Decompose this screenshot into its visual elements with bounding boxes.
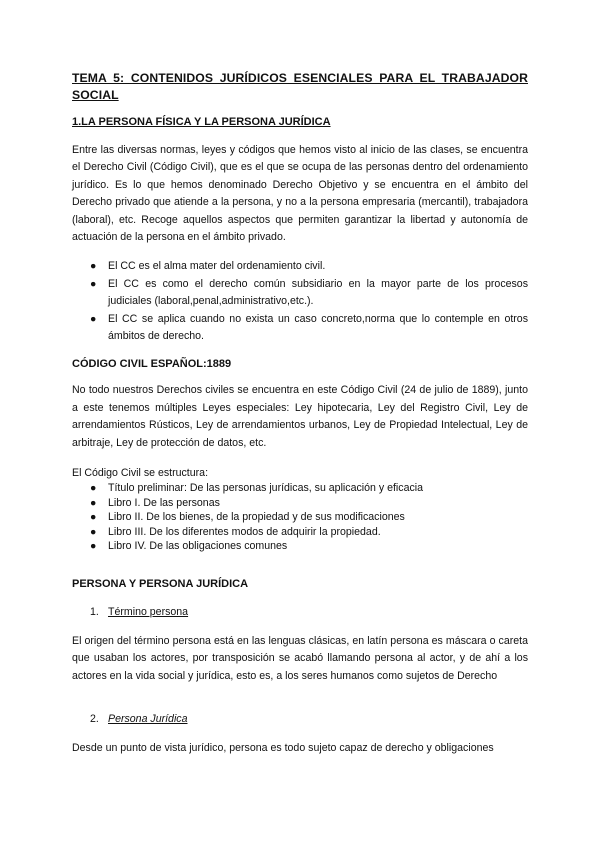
bullet-icon: ● <box>90 312 97 325</box>
list-item: ● El CC se aplica cuando no exista un caso concreto,norma que lo contemple en otros ámbitos de derecho. <box>90 312 528 343</box>
list-item: ● El CC es como el derecho común subsidiario en la mayor parte de los procesos judiciales (laboral,penal,administrativo,etc.). <box>90 277 528 308</box>
persona-juridica-label: Persona Jurídica <box>108 713 188 726</box>
document-title: TEMA 5: CONTENIDOS JURÍDICOS ESENCIALES PARA EL TRABAJADOR SOCIAL <box>72 71 528 102</box>
bullet-icon: ● <box>90 525 97 538</box>
numbered-item-2 <box>72 711 528 728</box>
paragraph-juridica: Desde un punto de vista jurídico, persona es todo sujeto capaz de derecho y obligaciones <box>72 742 494 755</box>
bullet-icon: ● <box>90 482 97 495</box>
estructura-bullet-list <box>72 481 528 554</box>
bullet-icon: ● <box>90 496 97 509</box>
section-heading-persona-fisica: 1.LA PERSONA FÍSICA Y LA PERSONA JURÍDICA <box>72 116 331 128</box>
list-item: ● Libro II. De los bienes, de la propiedad y de sus modificaciones <box>90 511 405 524</box>
list-item: ● El CC es el alma mater del ordenamiento civil. <box>72 258 528 275</box>
list-item: ● Libro I. De las personas <box>90 496 220 509</box>
list-item: ● Título preliminar: De las personas jurídicas, su aplicación y eficacia <box>90 482 424 495</box>
list-item: ● Libro IV. De las obligaciones comunes <box>90 540 288 553</box>
numbered-item-1 <box>72 604 528 621</box>
cc-bullet-list <box>72 258 528 345</box>
bullet-icon: ● <box>90 260 97 273</box>
bullet-icon: ● <box>90 277 97 290</box>
bullet-icon: ● <box>90 540 97 553</box>
list-item: 1. Término persona <box>90 606 189 619</box>
paragraph-estructura-intro: El Código Civil se estructura: <box>72 467 209 480</box>
paragraph-intro: Entre las diversas normas, leyes y códigos que hemos visto al inicio de las clases, se encuentra el Derecho Civil (Código Civil), que es el que se ocupa de las personas dentro del ordenamiento jurídico. Es lo que hemos denominado Derecho Objetivo y se encuentra en el ámbito del Derecho privado que atiende a la persona, y no a la persona empresaria (mercantil), trabajadora (laboral), etc. Recoge aquellos aspectos que permiten garantizar la libertad y autonomía de actuación de la persona en el ámbito privado. <box>72 144 528 244</box>
list-item: 2. Persona Jurídica <box>90 713 188 726</box>
paragraph-termino: El origen del término persona está en las lenguas clásicas, en latín persona es máscara o careta que usaban los actores, por transposición se acabó llamando persona al actor, y de ahí a los actores en la vida social y jurídica, esto es, a los seres humanos como sujetos de Derecho <box>72 635 528 682</box>
bullet-icon: ● <box>90 511 97 524</box>
document-page <box>72 70 528 758</box>
section-heading-codigo-civil: CÓDIGO CIVIL ESPAÑOL:1889 <box>72 358 232 371</box>
section-heading-persona-juridica: PERSONA Y PERSONA JURÍDICA <box>72 578 249 591</box>
paragraph-codigo: No todo nuestros Derechos civiles se encuentra en este Código Civil (24 de julio de 1889), junto a este tenemos múltiples Leyes especiales: Ley hipotecaria, Ley del Registro Civil, Ley de arrendamientos Rústicos, Ley de arrendamientos urbanos, Ley de Propiedad Intelectual, Ley de arbitraje, Ley de protección de datos, etc. <box>72 384 528 449</box>
termino-persona-label: Término persona <box>108 606 189 619</box>
list-item: ● Libro III. De los diferentes modos de adquirir la propiedad. <box>90 525 381 538</box>
